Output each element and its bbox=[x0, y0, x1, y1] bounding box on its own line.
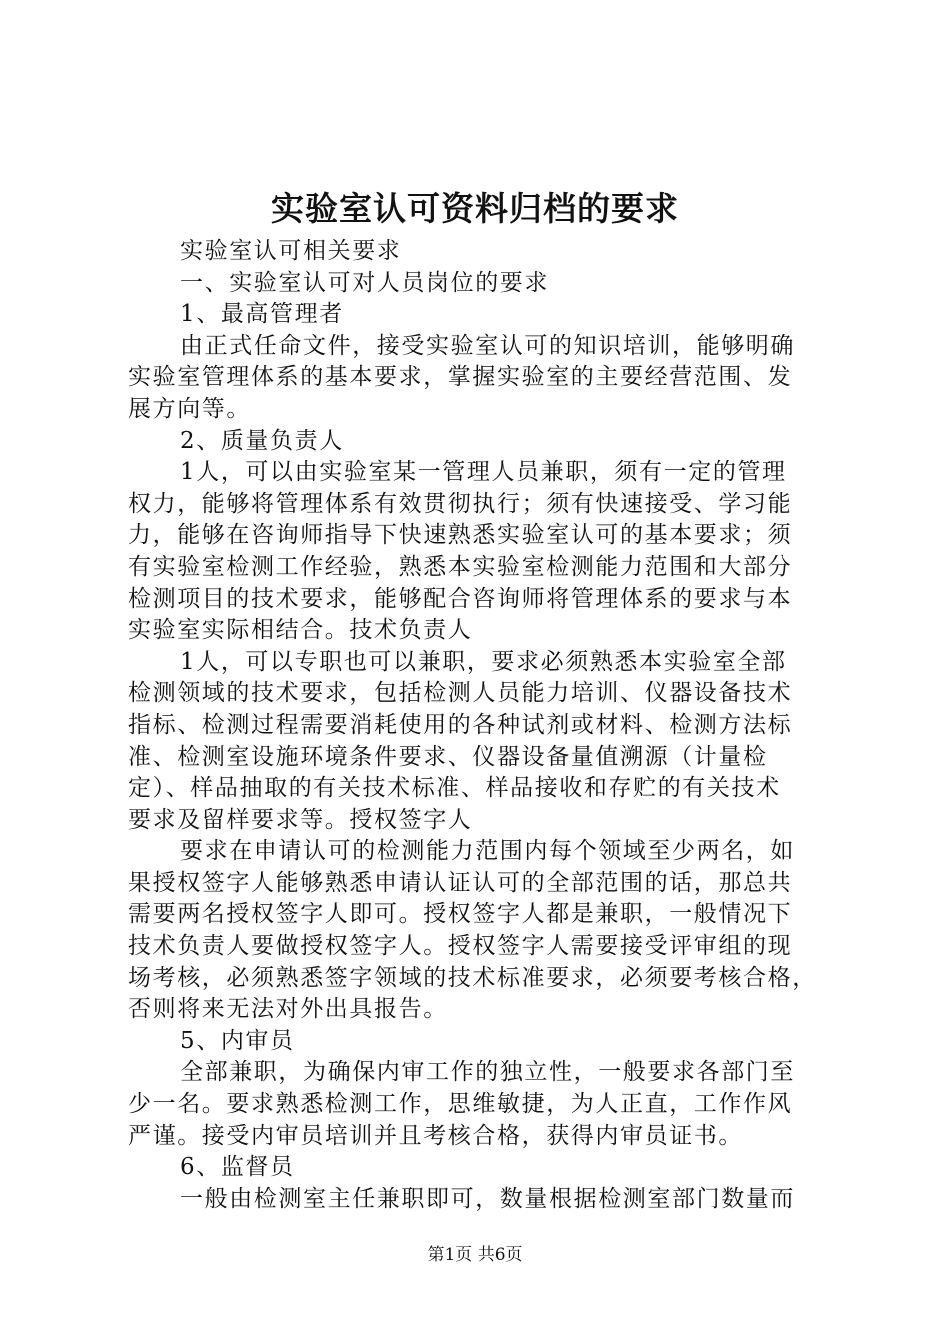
text-line: 实验室实际相结合。技术负责人 bbox=[128, 617, 473, 644]
text-line: 要求及留样要求等。授权签字人 bbox=[128, 806, 473, 833]
page-footer: 第1页 共6页 bbox=[427, 1245, 523, 1265]
text-line: 有实验室检测工作经验，熟悉本实验室检测能力范围和大部分 bbox=[128, 553, 793, 580]
text-line: 2、质量负责人 bbox=[180, 427, 344, 454]
text-line: 1人，可以由实验室某一管理人员兼职，须有一定的管理 bbox=[180, 459, 787, 486]
text-line: 一般由检测室主任兼职即可，数量根据检测室部门数量而 bbox=[180, 1185, 795, 1212]
text-line: 1人，可以专职也可以兼职，要求必须熟悉本实验室全部 bbox=[180, 648, 787, 675]
text-line: 严谨。接受内审员培训并且考核合格，获得内审员证书。 bbox=[128, 1122, 743, 1149]
text-line: 全部兼职，为确保内审工作的独立性，一般要求各部门至 bbox=[180, 1059, 795, 1086]
text-line: 展方向等。 bbox=[128, 395, 251, 422]
text-line: 检测项目的技术要求，能够配合咨询师将管理体系的要求与本 bbox=[128, 585, 793, 612]
text-line: 一、实验室认可对人员岗位的要求 bbox=[180, 269, 549, 296]
text-line: 检测领域的技术要求，包括检测人员能力培训、仪器设备技术 bbox=[128, 680, 793, 707]
text-line: 果授权签字人能够熟悉申请认证认可的全部范围的话，那总共 bbox=[128, 869, 793, 896]
text-line: 实验室管理体系的基本要求，掌握实验室的主要经营范围、发 bbox=[128, 364, 793, 391]
text-line: 1、最高管理者 bbox=[180, 301, 344, 328]
text-line: 场考核，必须熟悉签字领域的技术标准要求，必须要考核合格， bbox=[128, 964, 817, 991]
document-body bbox=[128, 236, 828, 1215]
text-line: 6、监督员 bbox=[180, 1154, 295, 1181]
text-line: 5、内审员 bbox=[180, 1027, 295, 1054]
text-line: 少一名。要求熟悉检测工作，思维敏捷，为人正直，工作作风 bbox=[128, 1091, 793, 1118]
text-line: 权力，能够将管理体系有效贯彻执行；须有快速接受、学习能 bbox=[128, 490, 793, 517]
text-line: 技术负责人要做授权签字人。授权签字人需要接受评审组的现 bbox=[128, 933, 793, 960]
text-line: 指标、检测过程需要消耗使用的各种试剂或材料、检测方法标 bbox=[128, 711, 793, 738]
text-line: 定）、样品抽取的有关技术标准、样品接收和存贮的有关技术 bbox=[128, 775, 781, 802]
text-line: 需要两名授权签字人即可。授权签字人都是兼职，一般情况下 bbox=[128, 901, 793, 928]
document-title: 实验室认可资料归档的要求 bbox=[271, 189, 679, 228]
text-line: 力，能够在咨询师指导下快速熟悉实验室认可的基本要求；须 bbox=[128, 522, 793, 549]
text-line: 由正式任命文件，接受实验室认可的知识培训，能够明确 bbox=[180, 332, 795, 359]
text-line: 实验室认可相关要求 bbox=[180, 238, 402, 264]
text-line: 要求在申请认可的检测能力范围内每个领域至少两名，如 bbox=[180, 838, 795, 865]
text-line: 否则将来无法对外出具报告。 bbox=[128, 996, 448, 1023]
text-line: 准、检测室设施环境条件要求、仪器设备量值溯源（计量检 bbox=[128, 743, 768, 770]
